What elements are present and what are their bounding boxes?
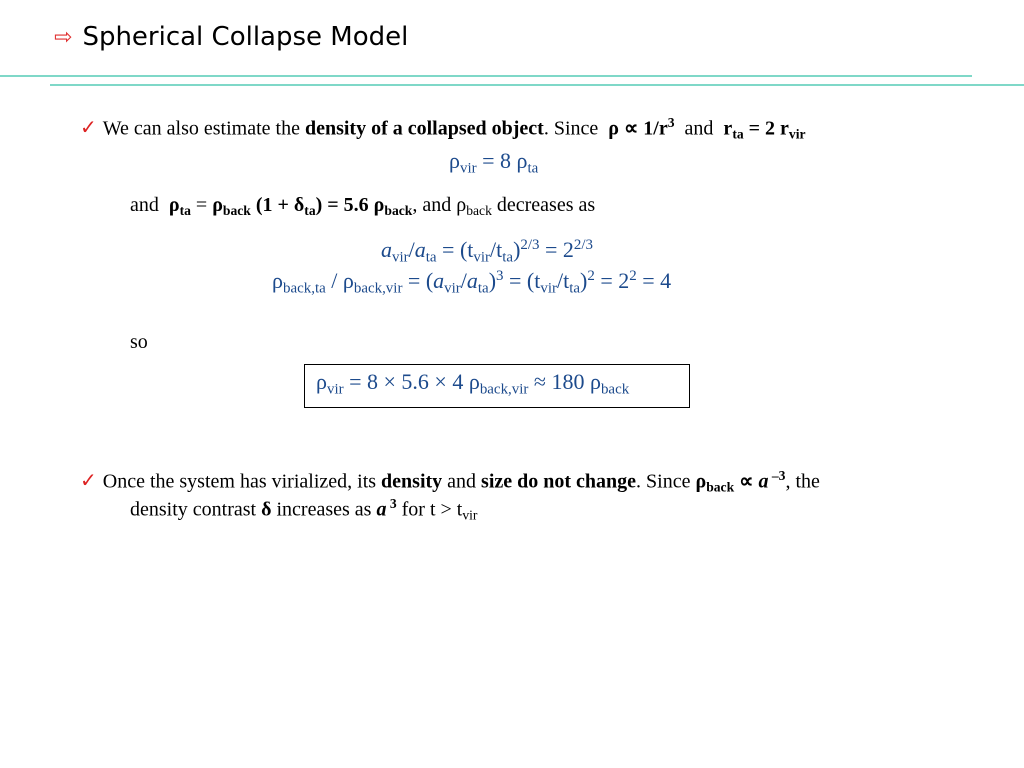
text-segment: = 8 ρ xyxy=(476,148,528,173)
text-segment: = 8 × 5.6 × 4 ρ xyxy=(343,369,480,394)
text-segment: 2/3 xyxy=(520,237,540,253)
text-so xyxy=(130,330,148,354)
text-segment: = (t xyxy=(436,237,474,263)
text-segment: ) xyxy=(513,237,521,263)
text-segment: δ xyxy=(261,498,272,521)
text-segment: , the xyxy=(785,470,820,493)
text-segment: , and ρ xyxy=(412,194,467,216)
text-segment: back xyxy=(706,479,735,495)
text-segment: vir xyxy=(473,249,491,266)
text-segment: vir xyxy=(540,280,557,297)
text-segment: ρ xyxy=(449,148,460,173)
text-segment: ta xyxy=(425,249,437,266)
text-segment: for t > t xyxy=(396,498,463,521)
text-segment: ρ xyxy=(695,470,707,493)
text-segment: We can also estimate the xyxy=(102,117,305,140)
text-segment: a xyxy=(376,498,387,521)
title-divider-top xyxy=(0,75,972,77)
equation-result xyxy=(316,370,629,401)
text-segment: = 2 xyxy=(539,237,574,263)
text-segment: vir xyxy=(462,507,478,523)
text-segment: ρ ∝ 1/r xyxy=(608,117,668,140)
text-segment: /t xyxy=(557,268,570,294)
text-segment: ta xyxy=(569,280,581,297)
text-segment: ta xyxy=(179,203,191,219)
text-segment: 3 xyxy=(667,115,675,130)
text-segment: ρ xyxy=(272,268,283,294)
text-segment: ) = 5.6 ρ xyxy=(315,194,385,216)
text-segment: ρ xyxy=(212,194,223,216)
text-segment: a xyxy=(466,268,478,294)
text-segment: 2 xyxy=(629,268,637,284)
text-segment: back,vir xyxy=(353,280,403,297)
text-rho-ta xyxy=(130,193,595,223)
text-segment: (1 + δ xyxy=(250,194,305,216)
text-segment: back,vir xyxy=(479,381,529,398)
text-segment: ta xyxy=(477,280,489,297)
text-segment: ta xyxy=(304,203,316,219)
text-segment: density of a collapsed object xyxy=(304,117,544,140)
text-segment: density contrast xyxy=(130,498,262,521)
text-segment: vir xyxy=(788,126,806,142)
text-segment: ta xyxy=(502,249,514,266)
text-segment: . Since xyxy=(543,117,609,140)
text-segment: = 4 xyxy=(636,268,672,294)
text-segment: and xyxy=(442,470,482,493)
text-segment: increases as xyxy=(271,498,377,521)
text-segment: back,ta xyxy=(282,280,326,297)
text-segment: ρ xyxy=(168,194,180,216)
text-segment: decreases as xyxy=(491,194,596,216)
text-segment: density xyxy=(381,470,443,493)
bullet-density-estimate xyxy=(80,111,806,147)
slide-title xyxy=(54,22,408,52)
text-segment: a xyxy=(414,237,426,263)
text-segment: ) xyxy=(488,268,497,294)
text-segment: –3 xyxy=(768,468,786,483)
title-divider-bottom xyxy=(50,84,1024,86)
text-segment: back xyxy=(466,203,492,219)
text-segment: Once the system has virialized, its xyxy=(102,470,382,493)
text-segment: a xyxy=(433,268,445,294)
text-segment: /t xyxy=(490,237,503,263)
text-segment: and xyxy=(130,194,169,216)
text-segment: = 2 xyxy=(594,268,630,294)
text-segment: = xyxy=(190,194,213,216)
text-segment: = (t xyxy=(503,268,541,294)
text-segment: . Since xyxy=(636,470,696,493)
text-segment: = 2 r xyxy=(743,117,789,140)
arrow-right-outline-icon: ⇨ xyxy=(54,24,73,50)
equation-density-ratio xyxy=(272,264,671,301)
text-segment: 2 xyxy=(587,268,595,284)
text-segment: / xyxy=(460,268,467,294)
slide-title-text: Spherical Collapse Model xyxy=(82,22,409,52)
text-segment: ) xyxy=(580,268,588,294)
text-segment: ta xyxy=(527,160,539,177)
text-segment: back xyxy=(384,203,413,219)
text-segment: ρ xyxy=(316,369,327,394)
text-segment: / ρ xyxy=(325,268,354,294)
checkmark-bullet-icon: ✓ xyxy=(80,117,97,140)
equation-rho-vir xyxy=(449,149,538,180)
text-segment: 2/3 xyxy=(573,237,594,253)
text-segment: vir xyxy=(444,280,461,297)
text-segment: ≈ 180 ρ xyxy=(528,369,601,394)
text-segment: ta xyxy=(732,126,744,142)
checkmark-bullet-icon: ✓ xyxy=(80,470,97,493)
text-segment: 3 xyxy=(496,268,504,284)
text-segment: back xyxy=(222,203,251,219)
text-segment: vir xyxy=(392,249,409,266)
text-segment: 3 xyxy=(386,496,397,511)
text-segment: so xyxy=(130,331,148,353)
text-segment: vir xyxy=(459,160,477,177)
text-segment: r xyxy=(723,117,733,140)
text-segment: = ( xyxy=(402,268,434,294)
text-segment: a xyxy=(381,237,392,263)
text-segment: / xyxy=(408,237,415,263)
text-segment: a xyxy=(758,470,769,493)
text-segment: and xyxy=(674,117,724,140)
text-segment: ∝ xyxy=(734,470,759,493)
text-segment: vir xyxy=(326,381,344,398)
text-segment: size do not change xyxy=(481,470,637,493)
text-segment: back xyxy=(600,381,630,398)
bullet-virialized-continued xyxy=(130,492,477,528)
